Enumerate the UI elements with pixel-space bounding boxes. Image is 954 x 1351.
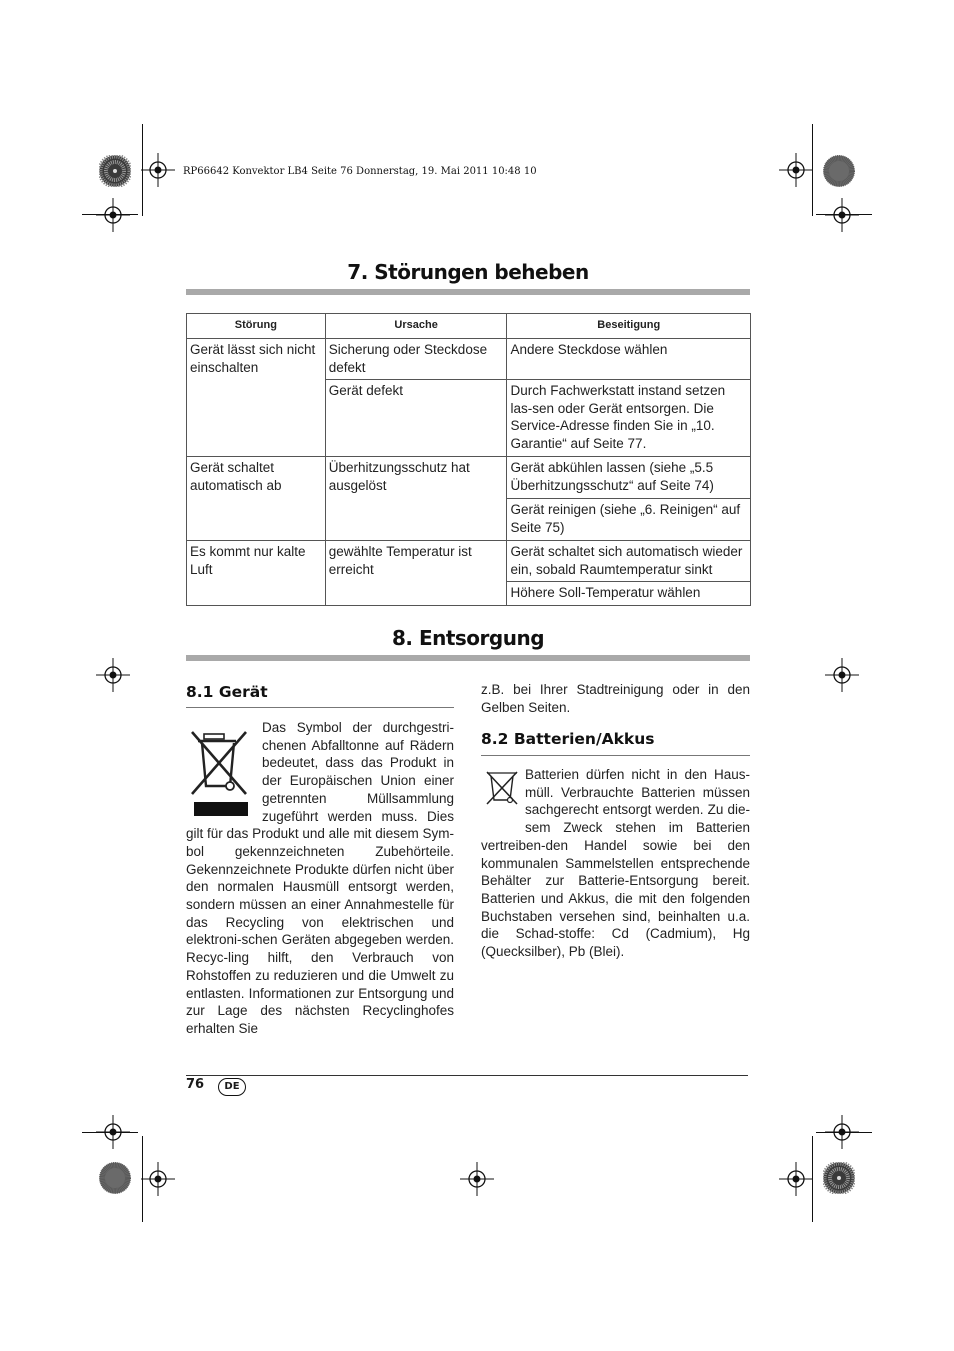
registration-mark-icon bbox=[96, 658, 130, 692]
registration-mark-icon bbox=[825, 658, 859, 692]
icon-spacer bbox=[186, 719, 262, 819]
color-rosette-icon bbox=[823, 155, 855, 187]
color-rosette-icon bbox=[823, 1162, 855, 1194]
table-cell-ursache: Sicherung oder Steckdose defekt bbox=[325, 339, 507, 380]
subsection-underline bbox=[186, 707, 454, 708]
registration-mark-icon bbox=[460, 1162, 494, 1196]
table-cell-beseitigung: Gerät reinigen (siehe „6. Reinigen“ auf Seite 75) bbox=[507, 499, 751, 541]
geraet-paragraph bbox=[186, 719, 454, 1038]
table-cell-stoerung: Es kommt nur kalte Luft bbox=[187, 541, 326, 606]
registration-mark-icon bbox=[96, 198, 130, 232]
table-cell-ursache: Gerät defekt bbox=[325, 380, 507, 457]
table-cell-beseitigung: Gerät abkühlen lassen (siehe „5.5 Überhitzungsschutz“ auf Seite 74) bbox=[507, 457, 751, 499]
registration-mark-icon bbox=[96, 1115, 130, 1149]
table-cell-beseitigung: Gerät schaltet sich automatisch wieder ein, sobald Raumtemperatur sinkt bbox=[507, 541, 751, 582]
table-row bbox=[187, 339, 751, 380]
color-rosette-icon bbox=[99, 155, 131, 187]
table-header-row bbox=[187, 314, 751, 339]
registration-mark-icon bbox=[141, 153, 175, 187]
column-header-ursache: Ursache bbox=[325, 314, 507, 339]
registration-mark-icon bbox=[825, 1115, 859, 1149]
icon-spacer bbox=[481, 766, 525, 820]
section-8-title: 8. Entsorgung bbox=[391, 626, 545, 650]
table-cell-beseitigung: Andere Steckdose wählen bbox=[507, 339, 751, 380]
registration-mark-icon bbox=[779, 153, 813, 187]
registration-mark-icon bbox=[141, 1162, 175, 1196]
batterien-paragraph bbox=[481, 766, 750, 961]
section-divider bbox=[186, 655, 750, 661]
table-cell-beseitigung: Durch Fachwerkstatt instand setzen las-sen oder Gerät entsorgen. Die Service-Adresse finden Sie in „10. Garantie“ auf Seite 77. bbox=[507, 380, 751, 457]
batterien-text: Batterien dürfen nicht in den Haus-müll. Verbrauchte Batterien müssen sachgerecht entsorgt werden. Zu die-sem Zweck stehen im Batterien vertreiben-den Handel sowie bei den kommunalen Sammelstellen entsprechende Behälter zur Batterie-Entsorgung bereit. Batterien und Akkus, die mit den folgenden Buchstaben versehen sind, beinhalten u.a. die Schad-stoffe: Cd (Cadmium), Hg (Quecksilber), Pb (Blei). bbox=[481, 767, 750, 960]
table-cell-beseitigung: Höhere Soll-Temperatur wählen bbox=[507, 582, 751, 606]
column-header-beseitigung: Beseitigung bbox=[507, 314, 751, 339]
registration-mark-icon bbox=[825, 198, 859, 232]
troubleshooting-table bbox=[186, 313, 751, 606]
geraet-text: Das Symbol der durchgestri-chenen Abfalltonne auf Rädern bedeutet, dass das Produkt in der Europäischen Union einer getrennten Müllsammlung zugeführt werden muss. Dies gilt für das Produkt und alle mit diesem Sym-bol gekennzeichneten Zubehörteile. Gekennzeichnete Produkte dürfen nicht über den normalen Hausmüll entsorgt werden, sondern müssen an einer Annahmestelle für das Recycling von elektrischen und elektroni-schen Geräten abgegeben werden. Recyc-ling hilft, den Verbrauch von Rohstoffen zu reduzieren und die Umwelt zu entlasten. Informationen zur Entsorgung und zur Lage des nächsten Recyclinghofes erhalten Sie bbox=[186, 720, 454, 1036]
table-cell-stoerung: Gerät schaltet automatisch ab bbox=[187, 457, 326, 541]
print-header: RP66642 Konvektor LB4 Seite 76 Donnerstag, 19. Mai 2011 10:48 10 bbox=[183, 166, 537, 177]
subsection-batterien-heading: 8.2 Batterien/Akkus bbox=[481, 730, 655, 748]
color-rosette-icon bbox=[99, 1162, 131, 1194]
page-number: 76 bbox=[186, 1077, 205, 1092]
table-cell-ursache: Überhitzungsschutz hat ausgelöst bbox=[325, 457, 507, 541]
geraet-continuation: z.B. bei Ihrer Stadtreinigung oder in den Gelben Seiten. bbox=[481, 682, 750, 715]
table-row bbox=[187, 541, 751, 582]
column-header-stoerung: Störung bbox=[187, 314, 326, 339]
subsection-underline bbox=[481, 755, 750, 756]
language-badge: DE bbox=[218, 1078, 246, 1096]
subsection-geraet-heading: 8.1 Gerät bbox=[186, 683, 268, 701]
table-row bbox=[187, 457, 751, 499]
section-7-title: 7. Störungen beheben bbox=[347, 260, 589, 284]
footer-rule bbox=[186, 1075, 748, 1076]
section-divider bbox=[186, 289, 750, 295]
registration-mark-icon bbox=[779, 1162, 813, 1196]
table-cell-stoerung: Gerät lässt sich nicht einschalten bbox=[187, 339, 326, 457]
table-cell-ursache: gewählte Temperatur ist erreicht bbox=[325, 541, 507, 606]
